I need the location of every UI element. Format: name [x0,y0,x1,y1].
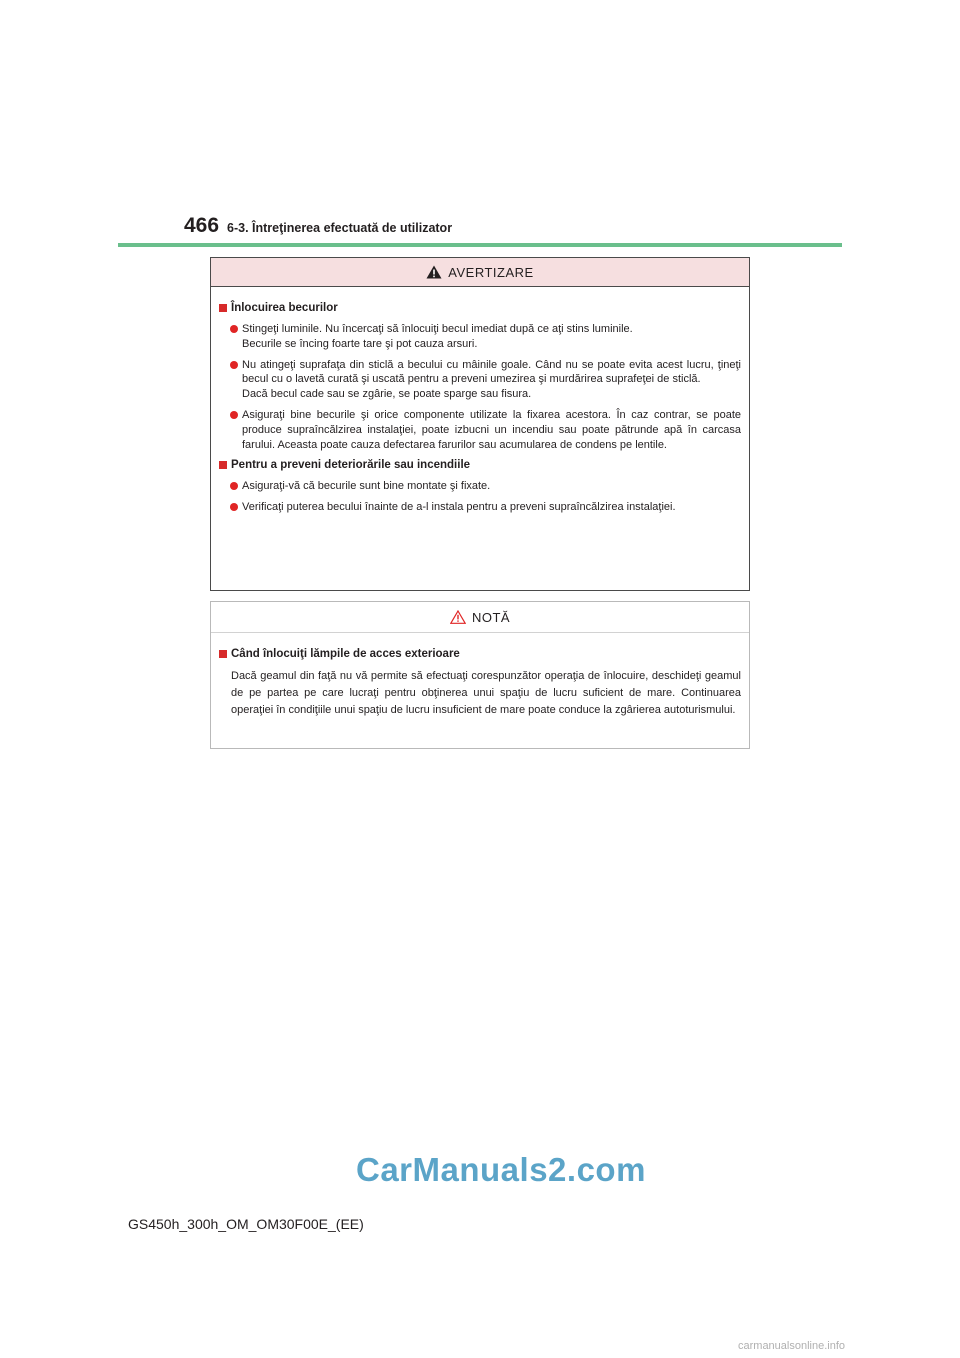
caution-triangle-icon [450,610,466,624]
bullet-text: Asiguraţi-vă că becurile sunt bine montate şi fixate. [242,480,491,493]
square-bullet-icon [219,650,227,658]
square-bullet-icon [219,304,227,312]
bullet-text: Becurile se încing foarte tare şi pot cauza arsuri. [242,337,478,350]
note-body [211,633,749,719]
square-bullet-icon [219,461,227,469]
list-item [230,408,741,452]
list-item [230,322,741,352]
dot-bullet-icon [230,411,238,419]
list-item [230,358,741,402]
warning-triangle-icon [426,265,442,279]
header-rule [118,243,842,247]
bullet-text: Verificaţi puterea becului înainte de a-l instala pentru a preveni supraîncălzirea instalaţiei. [242,501,676,514]
document-code: GS450h_300h_OM_OM30F00E_(EE) [128,1216,364,1232]
watermark-logo: CarManuals2.com [356,1151,646,1188]
note-box [210,601,750,749]
bullet-text: Stingeţi luminile. Nu încercaţi să înlocuiţi becul imediat după ce aţi stins luminile. [242,323,633,335]
warning-heading-fire: Pentru a preveni deteriorările sau incendiile [219,458,741,472]
dot-bullet-icon [230,482,238,490]
dot-bullet-icon [230,361,238,369]
warning-heading-bulbs: Înlocuirea becurilor [219,301,741,315]
list-item [230,479,741,494]
note-header [211,602,749,633]
page-number: 466 [184,214,220,237]
warning-body [211,287,749,515]
note-text: Dacă geamul din faţă nu vă permite să efectuaţi corespunzător operaţia de înlocuire, deschideţi geamul de pe partea pe care lucraţi pentru obţinerea unui spaţiu de lucru suficient de mare. Continuarea operaţiei în condiţiile unui spaţiu de lucru insuficient de mare poate conduce la zgârierea autoturismului. [231,670,741,716]
warning-title: AVERTIZARE [448,264,534,280]
list-item [230,500,741,515]
warning-header [211,258,749,287]
note-title: NOTĂ [471,609,511,625]
bullet-text: Nu atingeţi suprafaţa din sticlă a becului cu mâinile goale. Când nu se poate evita acest lucru, ţineţi becul cu o lavetă curată şi uscată pentru a preveni umezirea şi murdărirea suprafeţei de sticlă. [242,358,741,386]
dot-bullet-icon [230,503,238,511]
bullet-text: Asiguraţi bine becurile şi orice componente utilizate la fixarea acestora. În caz contrar, se poate produce supraîncălzirea instalaţiei, poate izbucni un incendiu sau poate pătrunde apă în carcasa farului. Aceasta poate cauza defectarea farurilor sau acumularea de condens pe lentile. [242,408,741,451]
dot-bullet-icon [230,325,238,333]
note-heading: Când înlocuiţi lămpile de acces exterioare [219,647,741,661]
warning-box [210,257,750,591]
bullet-text: Dacă becul cade sau se zgârie, se poate sparge sau fisura. [242,388,532,401]
site-url: carmanualsonline.info [738,1340,846,1352]
section-title: 6-3. Întreţinerea efectuată de utilizator [227,221,453,235]
